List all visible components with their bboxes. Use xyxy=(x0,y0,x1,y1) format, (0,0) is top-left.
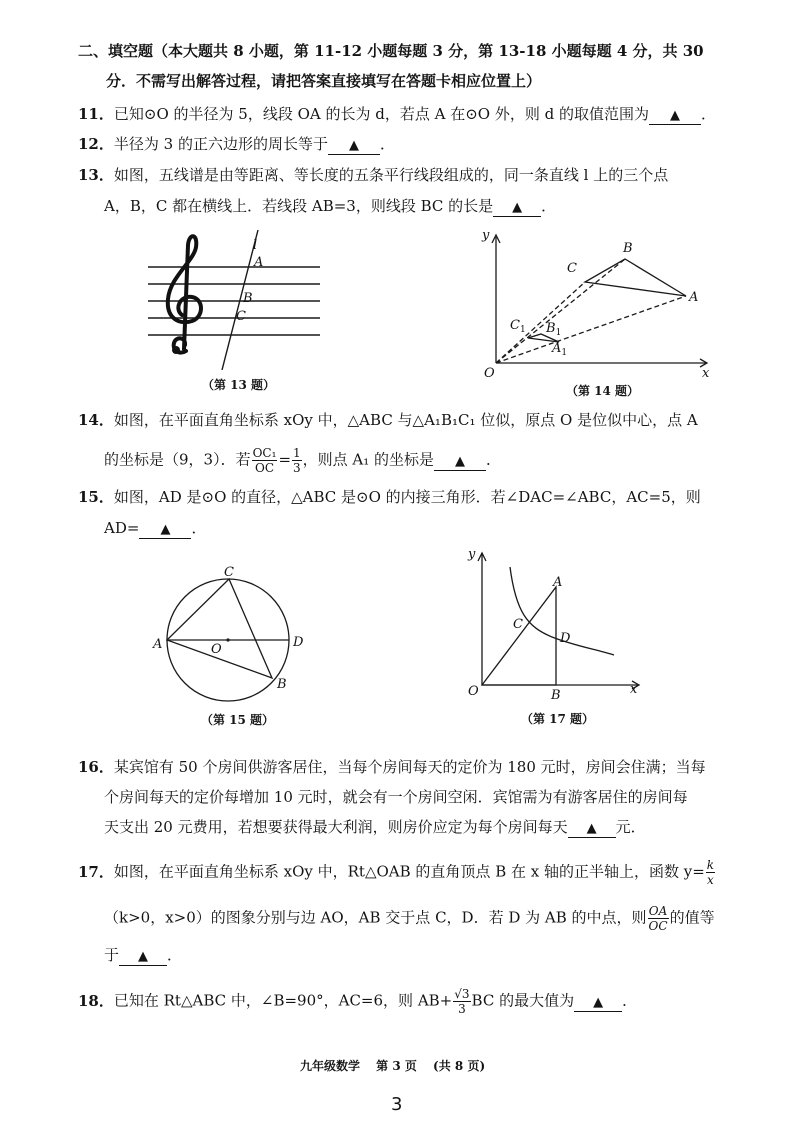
clef-dot xyxy=(172,346,180,354)
center-point xyxy=(226,638,229,641)
question-13 xyxy=(78,165,668,185)
label-A: A xyxy=(689,290,699,305)
figure-15-circle xyxy=(148,560,313,708)
label-C: C xyxy=(567,261,577,276)
question-end: ． xyxy=(379,135,395,153)
question-11 xyxy=(78,104,716,125)
figure-17-caption: （第 17 题） xyxy=(521,712,595,726)
question-16 xyxy=(78,757,706,777)
question-end: ． xyxy=(167,946,183,964)
label-l: l xyxy=(253,238,258,253)
label-B: B xyxy=(277,677,287,692)
answer-blank[interactable]: ▲ xyxy=(139,521,191,539)
question-text: 于 xyxy=(104,946,120,964)
label-x: x xyxy=(630,682,638,697)
question-17 xyxy=(78,858,716,887)
page-number: 3 xyxy=(391,1094,403,1115)
fraction-OA-OC: $\frac{OA}{OC}$ xyxy=(648,904,668,933)
question-number: 13． xyxy=(78,166,114,184)
question-12 xyxy=(78,134,395,155)
label-C: C xyxy=(236,309,246,324)
label-A1: $A_1$ xyxy=(552,341,568,358)
label-D: D xyxy=(293,635,304,650)
figure-13-caption: （第 13 题） xyxy=(202,378,276,392)
label-C1: $C_1$ xyxy=(510,318,526,335)
question-text: 半径为 3 的正六边形的周长等于 xyxy=(113,135,328,153)
answer-blank[interactable]: ▲ xyxy=(434,453,486,471)
question-18 xyxy=(78,987,637,1016)
equals-sign: = xyxy=(278,450,292,469)
question-14 xyxy=(78,410,698,430)
question-text: 如图，AD 是⊙O 的直径，△ABC 是⊙O 的内接三角形．若∠DAC=∠ABC，AC=5，则 xyxy=(113,488,701,506)
label-y: y xyxy=(468,547,476,562)
question-end: ． xyxy=(191,519,207,537)
answer-blank[interactable]: ▲ xyxy=(493,199,541,217)
label-C: C xyxy=(513,617,523,632)
question-16-line3 xyxy=(104,817,646,838)
question-text: A，B，C 都在横线上．若线段 AB=3，则线段 BC 的长是 xyxy=(104,197,494,215)
triangle-ABC xyxy=(585,259,686,296)
triangle-ABC xyxy=(167,579,272,678)
answer-blank[interactable]: ▲ xyxy=(568,820,616,838)
question-text: 天支出 20 元费用，若想要获得最大利润，则房价应定为每个房间每天 xyxy=(104,818,568,836)
label-B: B xyxy=(243,291,253,306)
question-text: 的值等 xyxy=(669,908,715,927)
question-14-line2 xyxy=(104,446,501,475)
label-C: C xyxy=(224,565,234,580)
question-text: 的坐标是（9，3）．若 xyxy=(104,450,251,469)
label-B: B xyxy=(551,688,561,703)
question-end: ． xyxy=(622,991,638,1010)
label-D: D xyxy=(560,631,571,646)
question-end: ． xyxy=(541,197,557,215)
question-end: ． xyxy=(701,105,717,123)
label-B1: $B_1$ xyxy=(546,321,562,338)
question-13-line2 xyxy=(104,196,556,217)
question-number: 15． xyxy=(78,488,114,506)
question-17-line3 xyxy=(104,945,182,966)
question-15-line2 xyxy=(104,518,206,539)
question-text: 如图，在平面直角坐标系 xOy 中，Rt△OAB 的直角顶点 B 在 x 轴的正半轴上，函数 y= xyxy=(113,862,705,881)
label-O: O xyxy=(468,684,479,699)
question-number: 12． xyxy=(78,135,114,153)
question-number: 11． xyxy=(78,105,114,123)
figure-15-caption: （第 15 题） xyxy=(201,713,275,727)
label-O: O xyxy=(211,642,222,657)
label-y: y xyxy=(482,228,490,243)
figure-14-caption: （第 14 题） xyxy=(566,384,640,398)
section-heading-line2: 分．不需写出解答过程，请把答案直接填写在答题卡相应位置上） xyxy=(106,72,542,90)
question-number: 18． xyxy=(78,991,114,1010)
answer-blank[interactable]: ▲ xyxy=(574,994,622,1012)
question-number: 14． xyxy=(78,411,114,429)
question-number: 16． xyxy=(78,758,114,776)
question-text: 如图，五线谱是由等距离、等长度的五条平行线段组成的，同一条直线 l 上的三个点 xyxy=(113,166,669,184)
question-text: 某宾馆有 50 个房间供游客居住，当每个房间每天的定价为 180 元时，房间会住满；当每 xyxy=(113,758,706,776)
question-end: ． xyxy=(486,450,502,469)
question-text: （k>0，x>0）的图象分别与边 AO，AB 交于点 C，D．若 D 为 AB 的中点，则 xyxy=(104,908,647,927)
section-heading-line1: 二、填空题（本大题共 8 小题，第 11-12 小题每题 3 分，第 13-18 小题每题 4 分，共 30 xyxy=(78,42,704,60)
fraction-k-over-x: $\frac{k}{x}$ xyxy=(706,858,715,887)
question-16-line2 xyxy=(104,787,688,807)
figure-14-coordinate xyxy=(478,225,718,380)
fraction-sqrt3-over-3: $\frac{√3}{3}$ xyxy=(454,987,470,1016)
question-text: 如图，在平面直角坐标系 xOy 中，△ABC 与△A₁B₁C₁ 位似，原点 O 是位似中心，点 A xyxy=(113,411,698,429)
question-text: AD= xyxy=(104,519,140,537)
triangle-OAB xyxy=(482,587,556,685)
question-number: 17． xyxy=(78,862,114,881)
question-text: ，则点 A₁ 的坐标是 xyxy=(302,450,435,469)
question-text: 个房间每天的定价每增加 10 元时，就会有一个房间空闲．宾馆需为有游客居住的房间每 xyxy=(104,788,688,806)
figure-17-coordinate xyxy=(462,545,647,703)
label-B: B xyxy=(623,241,633,256)
answer-blank[interactable]: ▲ xyxy=(119,948,167,966)
label-A: A xyxy=(254,255,264,270)
page-footer: 九年级数学 第 3 页 (共 8 页) xyxy=(300,1059,486,1073)
question-text: 已知在 Rt△ABC 中，∠B=90°，AC=6，则 AB+ xyxy=(113,991,453,1010)
label-A: A xyxy=(553,575,563,590)
label-x: x xyxy=(702,366,710,380)
question-end: 元． xyxy=(615,818,646,836)
question-text: 已知⊙O 的半径为 5，线段 OA 的长为 d，若点 A 在⊙O 外，则 d 的取值范围为 xyxy=(113,105,649,123)
answer-blank[interactable]: ▲ xyxy=(328,137,380,155)
question-15 xyxy=(78,487,701,507)
answer-blank[interactable]: ▲ xyxy=(649,107,701,125)
label-O: O xyxy=(484,366,495,380)
question-17-line2 xyxy=(104,904,715,933)
label-A: A xyxy=(153,637,163,652)
question-text: BC 的最大值为 xyxy=(471,991,575,1010)
fraction-OC1-OC: $\frac{\text{OC₁}}{OC}$ xyxy=(252,446,277,475)
fraction-one-third: $\frac{1}{3}$ xyxy=(293,446,301,475)
figure-13-staff xyxy=(140,225,340,370)
